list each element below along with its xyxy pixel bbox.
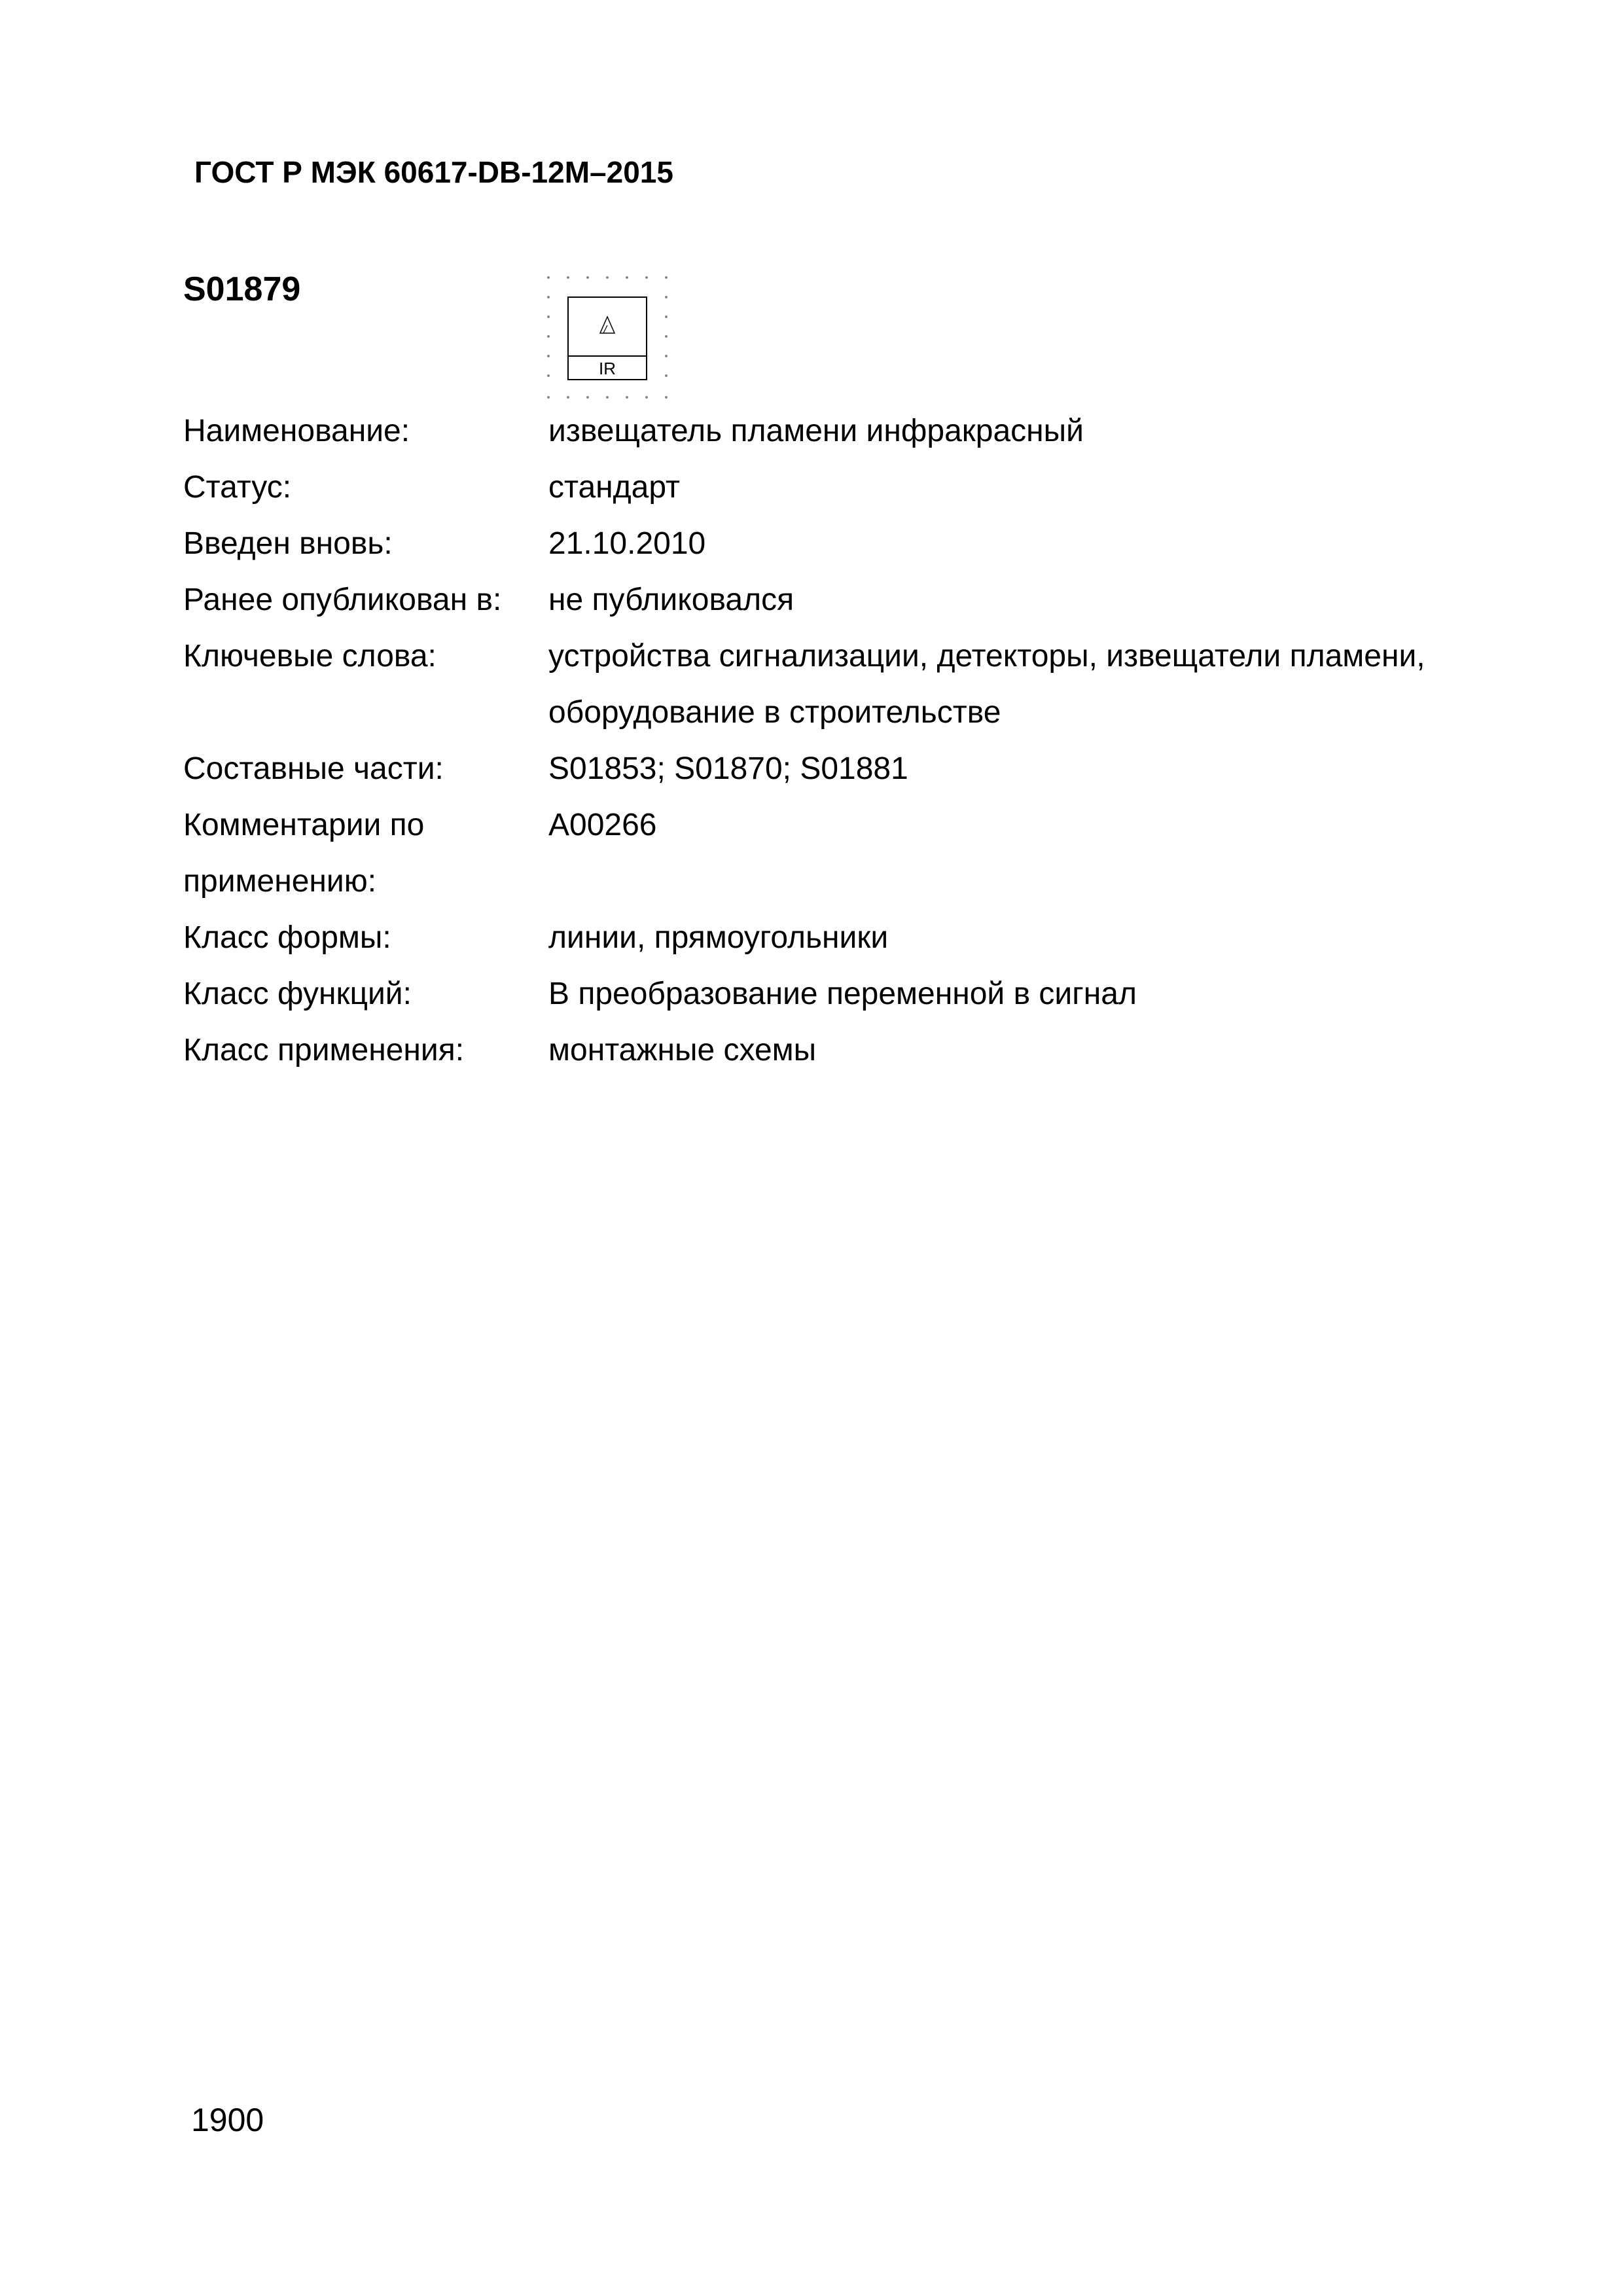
infrared-flame-detector-symbol-icon [537, 274, 674, 401]
property-label [183, 797, 548, 910]
property-label: Ключевые слова: [183, 639, 437, 673]
property-row-previously-published [183, 572, 1427, 628]
property-value: не публиковался [548, 583, 794, 617]
document-header: ГОСТ Р МЭК 60617-DB-12M–2015 [194, 155, 673, 189]
property-label: Составные части: [183, 751, 444, 786]
symbol-label: IR [599, 359, 616, 378]
property-row-status [183, 459, 1427, 516]
property-value: B преобразование переменной в сигнал [548, 977, 1137, 1011]
properties-table [183, 403, 1427, 1079]
property-value: S01853; S01870; S01881 [548, 751, 908, 786]
property-label: Статус: [183, 470, 292, 505]
property-label-text: Комментарии по применению: [183, 808, 425, 899]
property-label: Введен вновь: [183, 526, 393, 561]
property-row-introduced [183, 516, 1427, 572]
property-row-application-notes [183, 797, 1427, 910]
property-label: Класс функций: [183, 977, 412, 1011]
property-row-application-class [183, 1022, 1427, 1079]
property-value: извещатель пламени инфракрасный [548, 414, 1084, 448]
property-value: 21.10.2010 [548, 526, 706, 561]
property-value: стандарт [548, 470, 680, 505]
property-row-name [183, 403, 1427, 459]
property-value: устройства сигнализации, детекторы, извещатели пламени, оборудование в строительстве [548, 639, 1425, 730]
property-row-components [183, 741, 1427, 797]
flame-triangle [600, 317, 615, 333]
page-number: 1900 [191, 2102, 264, 2138]
property-value: линии, прямоугольники [548, 920, 889, 955]
property-label: Наименование: [183, 414, 410, 448]
symbol-code: S01879 [183, 270, 301, 308]
property-row-shape-class [183, 910, 1427, 966]
property-label: Класс применения: [183, 1033, 465, 1067]
property-value: A00266 [548, 808, 657, 842]
property-row-keywords [183, 628, 1427, 741]
property-value: монтажные схемы [548, 1033, 817, 1067]
property-row-function-class [183, 966, 1427, 1022]
property-label: Ранее опубликован в: [183, 583, 502, 617]
property-label: Класс формы: [183, 920, 391, 955]
